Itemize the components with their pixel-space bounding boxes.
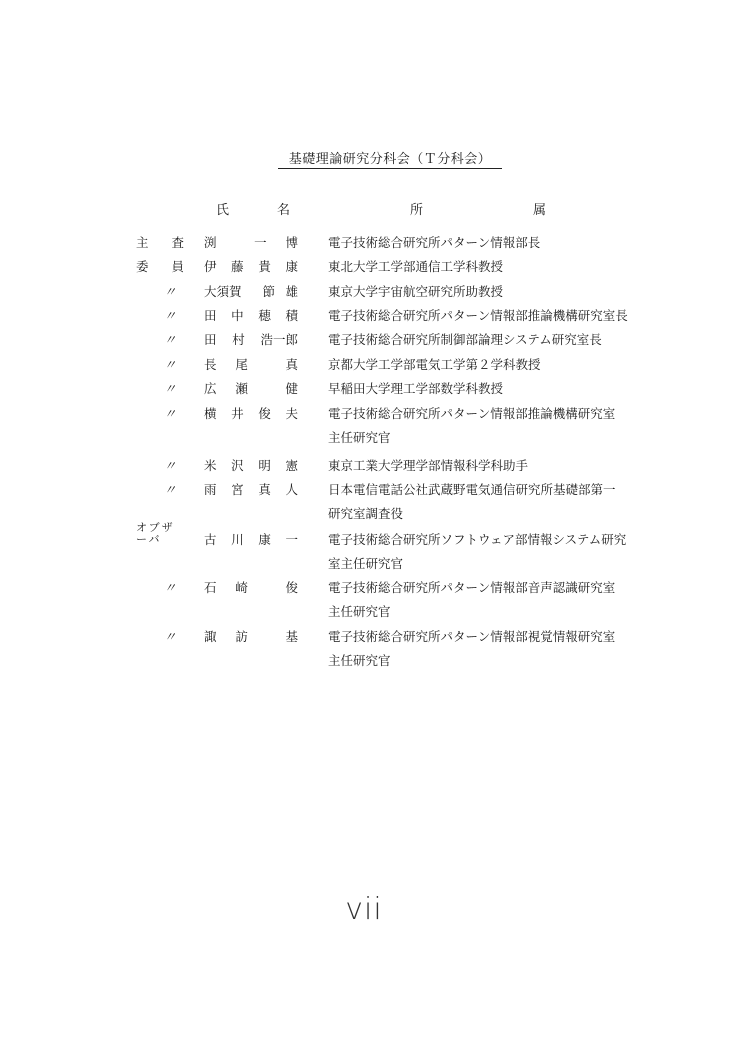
member-affiliation-continued: 室主任研究官 [328,556,404,571]
name-part: 伊 [204,259,217,274]
member-name [204,578,298,596]
name-part: 節 [262,284,275,299]
member-row [0,480,750,521]
role-text: 〃 [163,580,177,595]
role-text: 〃 [163,381,177,396]
member-affiliation: 東京大学宇宙航空研究所助教授 [328,284,504,299]
role-text: 委 [136,259,149,274]
name-part: 田 [204,332,217,347]
member-affiliation: 電子技術総合研究所パターン情報部音声認識研究室 [328,580,616,595]
member-row [0,456,750,480]
name-part: 夫 [285,406,298,421]
role-text: 主 [136,235,149,250]
member-role [150,578,190,596]
role-text: 〃 [163,458,177,473]
name-part: 藤 [231,259,244,274]
member-row [0,257,750,281]
member-name [204,257,298,275]
member-row [0,627,750,668]
member-row [0,355,750,379]
member-row [0,282,750,306]
name-part: 尾 [235,357,248,372]
member-affiliation: 早稲田大学理工学部数学科教授 [328,381,504,396]
member-affiliation: 日本電信電話公社武蔵野電気通信研究所基礎部第一 [328,482,616,497]
member-name [204,404,298,422]
name-part: 宮 [231,482,244,497]
member-role [150,379,190,397]
name-part: 渕 [204,235,217,250]
title-underline [278,168,502,169]
role-text: 員 [171,259,184,274]
role-text: 〃 [163,332,177,347]
member-row [0,404,750,445]
name-part: 中 [231,308,244,323]
name-part: 広 [204,381,217,396]
name-part: 大須賀 [204,284,242,299]
name-part: 康 [258,532,271,547]
member-row [0,330,750,354]
role-text: 〃 [163,482,177,497]
member-affiliation: 電子技術総合研究所パターン情報部推論機構研究室 [328,406,616,421]
member-row [0,521,750,571]
member-affiliation-continued: 研究室調査役 [328,506,404,521]
member-affiliation: 電子技術総合研究所パターン情報部視覚情報研究室 [328,629,616,644]
name-part: 田 [204,308,217,323]
name-part: 浩一郎 [260,332,298,347]
name-part: 長 [204,357,217,372]
name-part: 村 [232,332,245,347]
name-header-char-1: 氏 [216,203,230,218]
member-name [204,530,298,548]
member-affiliation-continued: 主任研究官 [328,430,391,445]
role-text: 〃 [163,284,177,299]
member-affiliation: 電子技術総合研究所パターン情報部推論機構研究室長 [328,308,628,323]
role-text: オブザ [136,521,175,534]
name-part: 健 [285,381,298,396]
name-column-header [216,199,290,218]
name-part: 瀬 [235,381,248,396]
page-number: vii [345,892,383,927]
member-role [150,480,190,498]
member-role [136,233,184,251]
member-role [150,627,190,645]
member-affiliation-continued: 主任研究官 [328,604,391,619]
role-text: 〃 [163,629,177,644]
name-part: 真 [285,357,298,372]
role-text: 〃 [163,308,177,323]
member-role [136,257,184,275]
name-part: 訪 [235,629,248,644]
name-part: 真 [258,482,271,497]
name-part: 俊 [285,580,298,595]
member-role [150,282,190,300]
aff-header-char-1: 所 [410,203,424,218]
role-text: 査 [171,235,184,250]
member-affiliation: 京都大学工学部電気工学第２学科教授 [328,357,541,372]
name-part: 積 [285,308,298,323]
name-part: 憲 [285,458,298,473]
member-affiliation: 電子技術総合研究所パターン情報部長 [328,235,541,250]
member-affiliation-continued: 主任研究官 [328,653,391,668]
member-row [0,379,750,403]
member-name [204,456,298,474]
member-affiliation: 電子技術総合研究所制御部論理システム研究室長 [328,332,602,347]
member-name [204,330,298,348]
name-part: 沢 [231,458,244,473]
name-part: 基 [285,629,298,644]
name-header-char-2: 名 [276,203,290,218]
member-affiliation: 東京工業大学理学部情報科学科助手 [328,458,529,473]
member-affiliation: 電子技術総合研究所ソフトウェア部情報システム研究 [328,532,627,547]
role-text: 〃 [163,357,177,372]
name-part: 古 [204,532,217,547]
member-name [204,233,298,251]
aff-header-char-2: 属 [532,203,546,218]
member-row [0,233,750,257]
name-part: 俊 [258,406,271,421]
member-name [204,379,298,397]
name-part: 諏 [204,629,217,644]
name-part: 康 [285,259,298,274]
name-part: 博 [285,235,298,250]
member-role [150,306,190,324]
member-affiliation: 東北大学工学部通信工学科教授 [328,259,504,274]
member-role [150,355,190,373]
name-part: 雨 [204,482,217,497]
member-role [150,330,190,348]
name-part: 雄 [285,284,298,299]
name-part: 貴 [258,259,271,274]
member-row [0,306,750,330]
member-name [204,355,298,373]
member-role [136,521,175,546]
role-text: ーバ [136,533,162,546]
name-part: 横 [204,406,217,421]
member-role [150,404,190,422]
member-role [150,456,190,474]
name-part: 人 [285,482,298,497]
name-part: 崎 [235,580,248,595]
name-part: 川 [231,532,244,547]
name-part: 一 [254,235,267,250]
name-part: 一 [285,532,298,547]
member-name [204,627,298,645]
member-name [204,306,298,324]
name-part: 井 [231,406,244,421]
role-text: 〃 [163,406,177,421]
member-row [0,578,750,619]
name-part: 米 [204,458,217,473]
member-name [204,282,298,300]
page-title: 基礎理論研究分科会（Ｔ分科会） [288,152,492,167]
name-part: 明 [258,458,271,473]
name-part: 穂 [258,308,271,323]
name-part: 石 [204,580,217,595]
affiliation-column-header [410,199,546,218]
member-name [204,480,298,498]
